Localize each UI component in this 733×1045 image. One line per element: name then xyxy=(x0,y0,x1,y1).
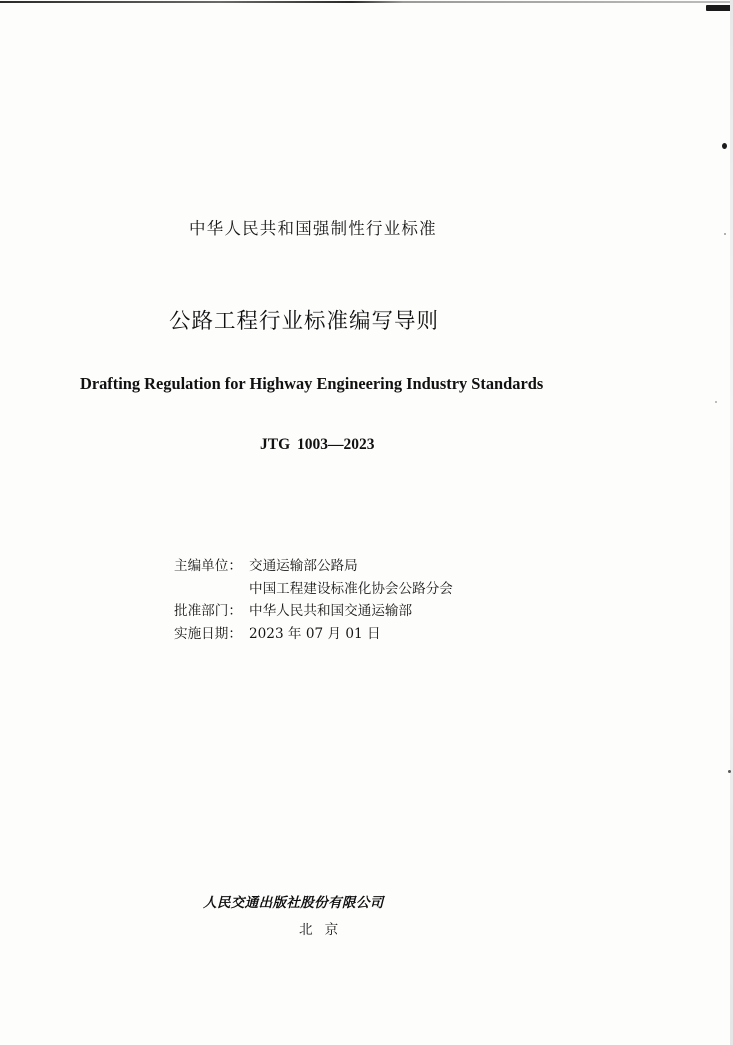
effective-date-row xyxy=(174,622,453,645)
effective-date-value: 2023 年 07 月 01 日 xyxy=(249,625,381,642)
editor-row-secondary xyxy=(174,577,453,600)
scan-speck xyxy=(715,401,717,403)
scan-edge-mark xyxy=(706,5,733,11)
document-details xyxy=(174,554,453,644)
scan-speck xyxy=(728,770,731,773)
scan-speck xyxy=(722,143,727,149)
document-title-cn: 公路工程行业标准编写导则 xyxy=(169,309,440,334)
editor-secondary: 中国工程建设标准化协会公路分会 xyxy=(249,580,453,597)
document-title-en: Drafting Regulation for Highway Engineering Industry Standards xyxy=(80,374,544,393)
approver-label: 批准部门： xyxy=(174,603,242,619)
editor-row xyxy=(174,554,453,577)
standard-code: JTG 1003—2023 xyxy=(260,436,375,453)
publisher-city: 北京 xyxy=(299,922,351,938)
effective-date-label: 实施日期： xyxy=(174,625,242,642)
standard-series-label: 中华人民共和国强制性行业标准 xyxy=(189,219,437,238)
scan-speck xyxy=(724,233,726,235)
editor-primary: 交通运输部公路局 xyxy=(249,558,358,574)
approver-value: 中华人民共和国交通运输部 xyxy=(249,603,413,619)
approver-row xyxy=(174,599,453,622)
editor-label: 主编单位： xyxy=(174,558,242,574)
scan-edge-line xyxy=(0,1,733,3)
publisher-name: 人民交通出版社股份有限公司 xyxy=(203,895,384,911)
